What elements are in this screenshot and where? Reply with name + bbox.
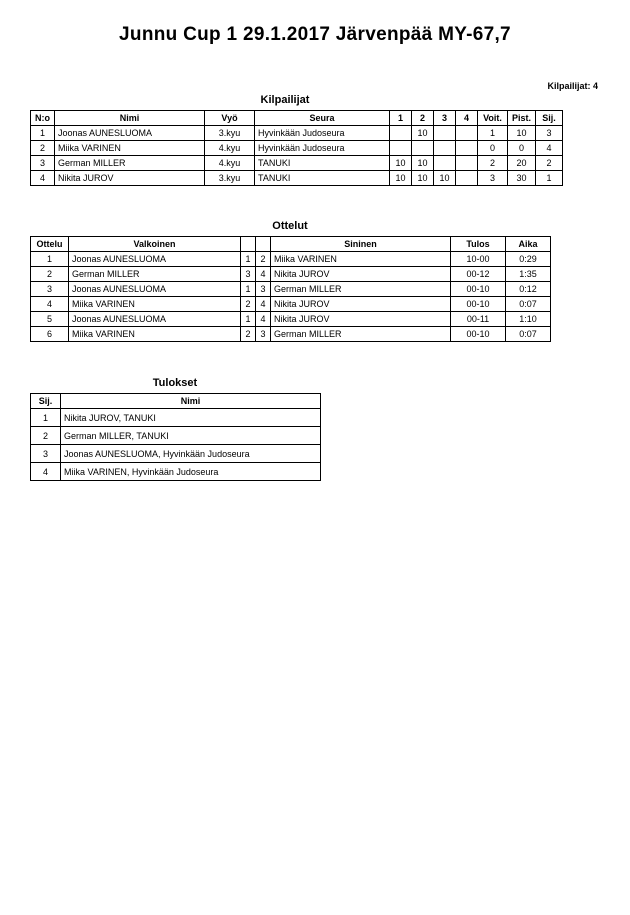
cell-match-no: 6 [31,327,69,342]
column-header-m1: 1 [390,111,412,126]
cell-wins: 2 [478,156,508,171]
cell-name: German MILLER [55,156,205,171]
cell-m3 [434,141,456,156]
cell-belt: 3.kyu [205,171,255,186]
cell-m1: 10 [390,171,412,186]
cell-white-no: 1 [241,282,256,297]
cell-m4 [456,141,478,156]
cell-m4 [456,156,478,171]
cell-blue: Nikita JUROV [271,267,451,282]
cell-rank: 4 [31,463,61,481]
results-section-title: Tulokset [152,377,198,389]
column-header-points: Pist. [508,111,536,126]
column-header-m2: 2 [412,111,434,126]
cell-match-no: 2 [31,267,69,282]
table-row [31,445,321,463]
cell-time: 1:35 [506,267,551,282]
cell-result: 00-10 [451,282,506,297]
table-header-row [31,111,563,126]
table-header-row [31,394,321,409]
cell-name: Miika VARINEN, Hyvinkään Judoseura [61,463,321,481]
table-row [31,327,551,342]
cell-time: 0:12 [506,282,551,297]
cell-club: Hyvinkään Judoseura [255,141,390,156]
cell-points: 10 [508,126,536,141]
cell-result: 00-12 [451,267,506,282]
cell-white-no: 2 [241,327,256,342]
cell-white: Joonas AUNESLUOMA [69,252,241,267]
matches-table [30,236,551,342]
cell-blue-no: 4 [256,312,271,327]
table-row [31,282,551,297]
cell-points: 0 [508,141,536,156]
column-header-name: Nimi [55,111,205,126]
column-header-club: Seura [255,111,390,126]
competitors-section-title: Kilpailijat [260,94,310,106]
cell-no: 2 [31,141,55,156]
cell-belt: 4.kyu [205,141,255,156]
cell-m4 [456,126,478,141]
column-header-white-score [241,237,256,252]
table-row [31,409,321,427]
cell-time: 0:29 [506,252,551,267]
cell-m3 [434,126,456,141]
cell-name: Miika VARINEN [55,141,205,156]
column-header-m4: 4 [456,111,478,126]
cell-blue: Nikita JUROV [271,312,451,327]
cell-white: Miika VARINEN [69,327,241,342]
table-row [31,463,321,481]
cell-rank: 3 [536,126,563,141]
cell-rank: 2 [31,427,61,445]
cell-rank: 2 [536,156,563,171]
cell-match-no: 3 [31,282,69,297]
table-row [31,267,551,282]
cell-m3 [434,156,456,171]
cell-no: 3 [31,156,55,171]
table-header-row [31,237,551,252]
cell-blue: German MILLER [271,282,451,297]
cell-blue-no: 4 [256,267,271,282]
cell-white: German MILLER [69,267,241,282]
column-header-belt: Vyö [205,111,255,126]
cell-time: 0:07 [506,297,551,312]
competitors-table [30,110,563,186]
cell-club: TANUKI [255,171,390,186]
cell-club: TANUKI [255,156,390,171]
column-header-time: Aika [506,237,551,252]
table-row [31,252,551,267]
table-row [31,297,551,312]
cell-match-no: 4 [31,297,69,312]
cell-white-no: 1 [241,312,256,327]
cell-time: 0:07 [506,327,551,342]
cell-m2: 10 [412,171,434,186]
column-header-result: Tulos [451,237,506,252]
table-row [31,171,563,186]
cell-m2 [412,141,434,156]
column-header-blue-score [256,237,271,252]
cell-m3: 10 [434,171,456,186]
cell-rank: 1 [536,171,563,186]
cell-white: Miika VARINEN [69,297,241,312]
cell-wins: 1 [478,126,508,141]
table-row [31,141,563,156]
cell-name: Nikita JUROV [55,171,205,186]
column-header-white: Valkoinen [69,237,241,252]
cell-blue-no: 2 [256,252,271,267]
cell-name: Joonas AUNESLUOMA, Hyvinkään Judoseura [61,445,321,463]
cell-white-no: 3 [241,267,256,282]
cell-blue: Miika VARINEN [271,252,451,267]
matches-section [30,220,550,342]
table-row [31,156,563,171]
results-table [30,393,321,481]
cell-match-no: 1 [31,252,69,267]
cell-white-no: 1 [241,252,256,267]
cell-blue-no: 3 [256,327,271,342]
cell-club: Hyvinkään Judoseura [255,126,390,141]
cell-blue-no: 3 [256,282,271,297]
cell-rank: 1 [31,409,61,427]
cell-belt: 3.kyu [205,126,255,141]
competitors-section [30,94,556,186]
column-header-name: Nimi [61,394,321,409]
cell-m1 [390,126,412,141]
cell-rank: 4 [536,141,563,156]
table-row [31,312,551,327]
cell-blue-no: 4 [256,297,271,312]
matches-section-title: Ottelut [272,220,308,232]
column-header-rank: Sij. [536,111,563,126]
cell-white-no: 2 [241,297,256,312]
cell-result: 00-10 [451,297,506,312]
page-title: Junnu Cup 1 29.1.2017 Järvenpää MY-67,7 [119,24,511,45]
cell-points: 20 [508,156,536,171]
cell-name: German MILLER, TANUKI [61,427,321,445]
cell-name: Joonas AUNESLUOMA [55,126,205,141]
cell-white: Joonas AUNESLUOMA [69,282,241,297]
cell-result: 00-10 [451,327,506,342]
cell-match-no: 5 [31,312,69,327]
column-header-wins: Voit. [478,111,508,126]
cell-m2: 10 [412,156,434,171]
cell-no: 4 [31,171,55,186]
competitor-count-label: Kilpailijat: 4 [547,81,598,91]
cell-name: Nikita JUROV, TANUKI [61,409,321,427]
cell-m4 [456,171,478,186]
cell-m2: 10 [412,126,434,141]
cell-rank: 3 [31,445,61,463]
column-header-match-no: Ottelu [31,237,69,252]
cell-m1 [390,141,412,156]
cell-blue: German MILLER [271,327,451,342]
table-row [31,126,563,141]
cell-m1: 10 [390,156,412,171]
column-header-no: N:o [31,111,55,126]
cell-result: 10-00 [451,252,506,267]
cell-time: 1:10 [506,312,551,327]
cell-wins: 3 [478,171,508,186]
results-section [30,377,320,481]
cell-belt: 4.kyu [205,156,255,171]
cell-white: Joonas AUNESLUOMA [69,312,241,327]
cell-no: 1 [31,126,55,141]
column-header-m3: 3 [434,111,456,126]
column-header-blue: Sininen [271,237,451,252]
document-page [0,24,630,915]
cell-wins: 0 [478,141,508,156]
cell-points: 30 [508,171,536,186]
cell-blue: Nikita JUROV [271,297,451,312]
cell-result: 00-11 [451,312,506,327]
table-row [31,427,321,445]
column-header-rank: Sij. [31,394,61,409]
